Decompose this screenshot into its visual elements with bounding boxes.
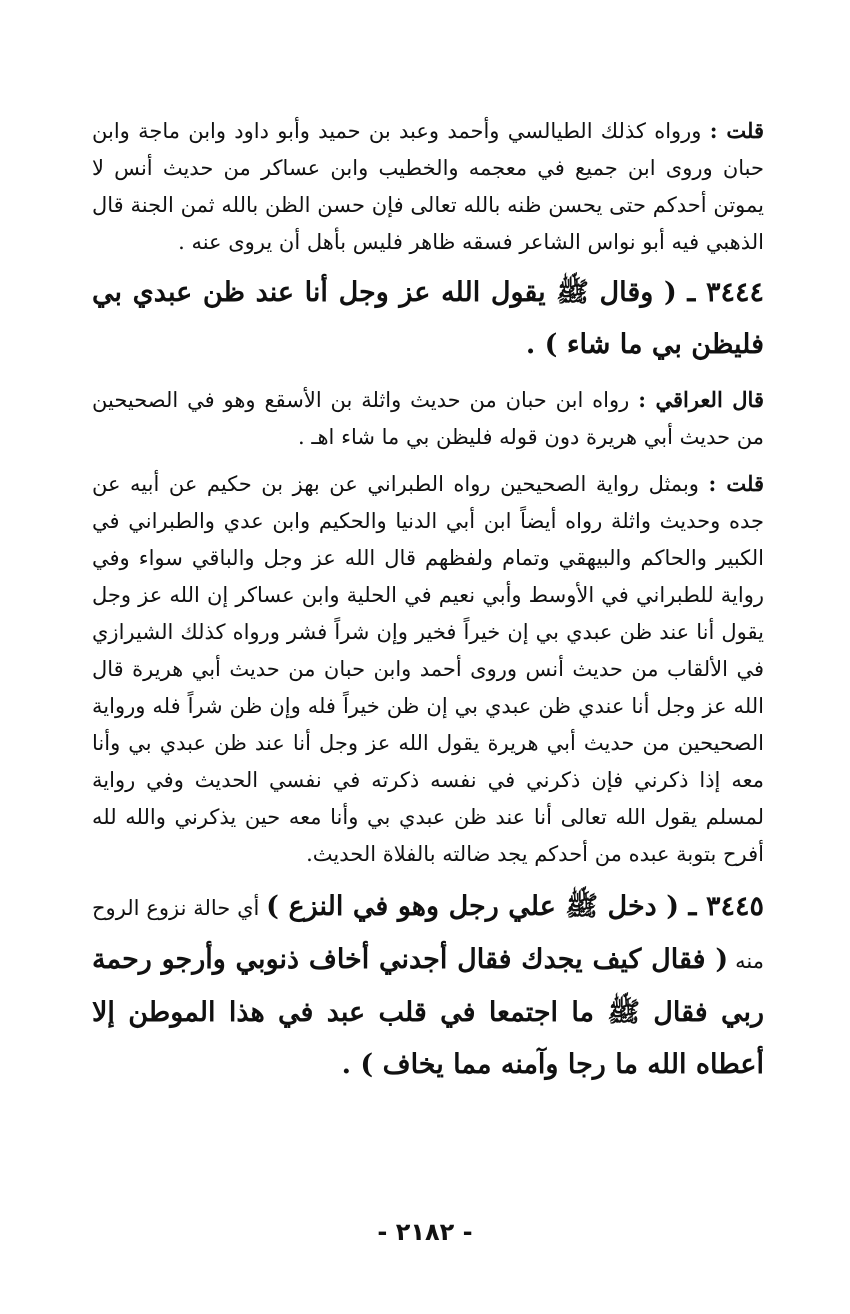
- hadith-body: ( فقال كيف يجدك فقال أجدني أخاف ذنوبي وأرجو رحمة ربي فقال ﷺ ما اجتمعا في قلب عبد في هذا الموطن إلا أعطاه الله ما رجا وآمنه مما يخاف ) .: [92, 944, 764, 1080]
- hadith-3444: ٣٤٤٤ ـ ( وقال ﷺ يقول الله عز وجل أنا عند ظن عبدي بي فليظن بي ما شاء ) .: [92, 277, 764, 360]
- paragraph-text: ورواه كذلك الطيالسي وأحمد وعبد بن حميد وأبو داود وابن ماجة وابن حبان وروى ابن جميع في معجمه والخطيب وابن عساكر من حديث أنس لا يموتن أحدكم حتى يحسن ظنه بالله تعالى فإن حسن الظن بالله ثمن الجنة قال الذهبي فيه أبو نواس الشاعر فسقه ظاهر فليس بأهل أن يروى عنه .: [92, 119, 764, 254]
- commentary-paragraph-2: [92, 381, 764, 456]
- commentary-paragraph-1: [92, 112, 764, 261]
- page-number: - ٢١٨٢ -: [377, 1218, 473, 1246]
- speaker-label: قلت :: [708, 471, 764, 496]
- speaker-label: قال العراقي :: [638, 387, 764, 412]
- commentary-paragraph-3: [92, 465, 764, 873]
- hadith-intro: ٣٤٤٥ ـ ( دخل ﷺ علي رجل وهو في النزع ): [266, 891, 764, 922]
- paragraph-text: وبمثل رواية الصحيحين رواه الطبراني عن بهز بن حكيم عن أبيه عن جده وحديث واثلة رواه أيضاً ابن أبي الدنيا والحكيم وابن عدي والطبراني في الكبير والحاكم والبيهقي وتمام ولفظهم قال الله عز وجل والباقي سواء وفي رواية للطبراني في الأوسط وأبي نعيم في الحلية وابن عساكر إن الله عز وجل يقول أنا عند ظن عبدي بي إن خيراً فخير وإن شراً فشر ورواه كذلك الشيرازي في الألقاب من حديث أنس وروى أحمد وابن حبان من حديث أبي هريرة قال الله عز وجل أنا عندي ظن عبدي بي إن ظن خيراً فله وإن ظن شراً فله ورواية الصحيحين من حديث أبي هريرة يقول الله عز وجل أنا عند ظن عبدي بي وأنا معه إذا ذكرني فإن ذكرني في نفسه ذكرته في نفسي الحديث وفي رواية لمسلم يقول الله تعالى أنا عند ظن عبدي بي وأنا معه حين يذكرني والله لله أفرح بتوبة عبده من أحدكم يجد ضالته بالفلاة الحديث.: [92, 472, 764, 866]
- hadith-gloss: أي حالة نزوع الروح منه: [92, 896, 764, 973]
- hadith-3445: [92, 881, 764, 1091]
- paragraph-text: رواه ابن حبان من حديث واثلة بن الأسقع وهو في الصحيحين من حديث أبي هريرة دون قوله فليظن بي ما شاء اهـ .: [92, 388, 764, 449]
- speaker-label: قلت :: [709, 118, 765, 143]
